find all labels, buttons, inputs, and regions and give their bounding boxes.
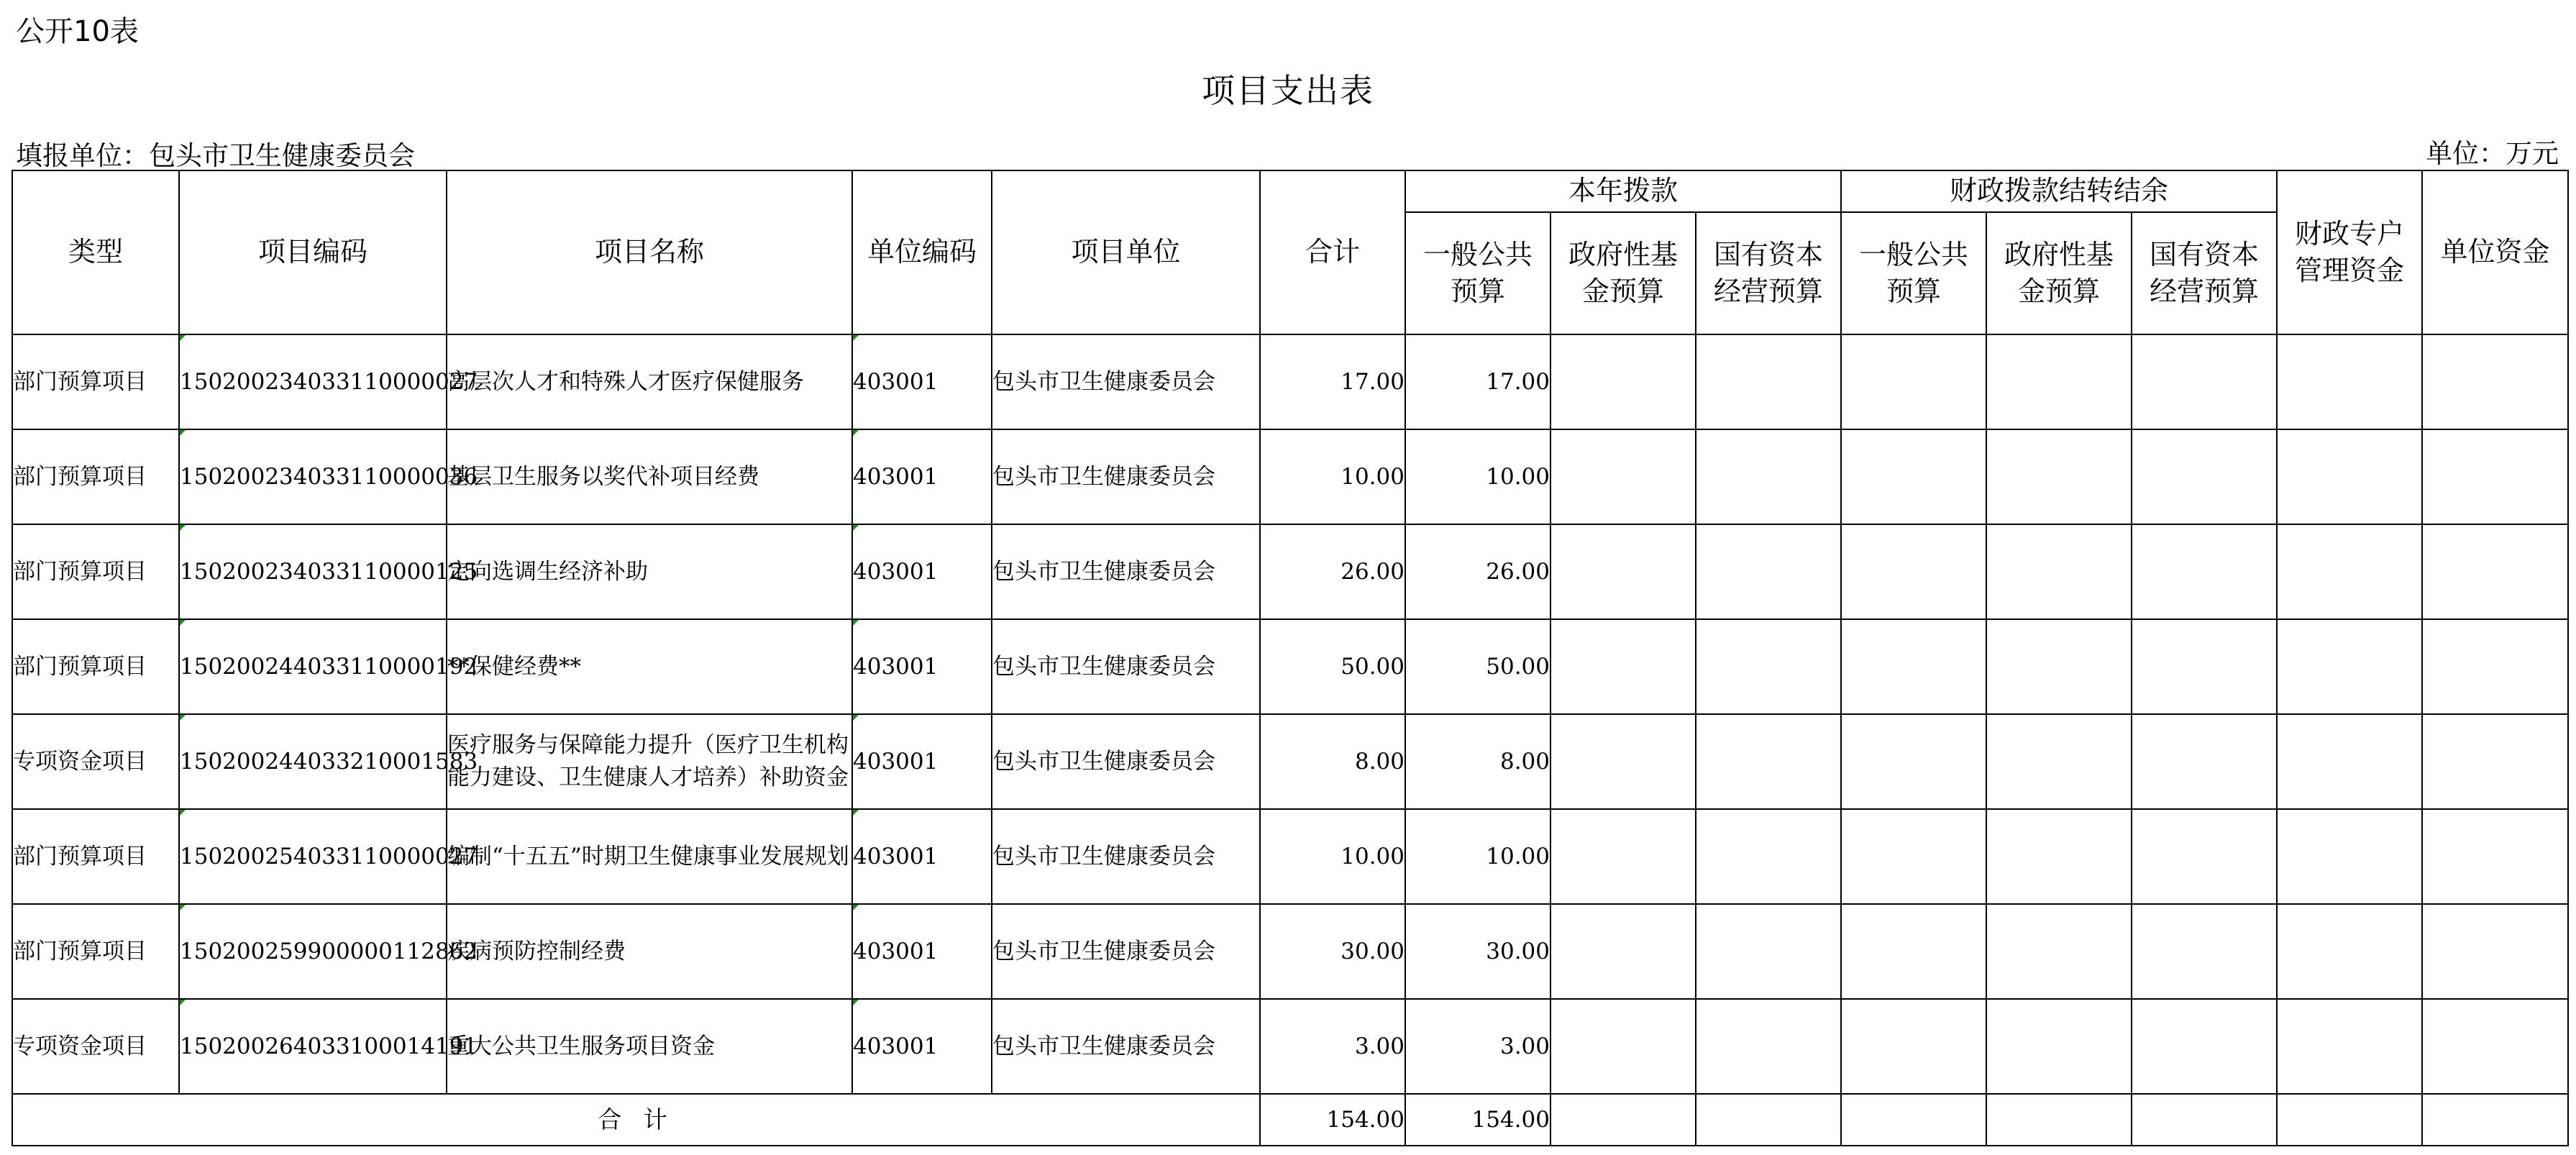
cell-carry-general xyxy=(1841,334,1986,429)
cell-project-code: 150200259900000112862 xyxy=(179,904,447,999)
cell-carry-state-capital xyxy=(2132,524,2277,619)
cell-gov-fund xyxy=(1550,619,1696,714)
cell-general-budget: 50.00 xyxy=(1405,619,1550,714)
cell-carry-state-capital xyxy=(2132,904,2277,999)
cell-type: 专项资金项目 xyxy=(12,714,179,809)
total-special-fund xyxy=(2277,1094,2422,1146)
col-header-type: 类型 xyxy=(12,170,179,334)
cell-unit-fund xyxy=(2422,524,2568,619)
table-row xyxy=(12,619,2568,714)
cell-carry-state-capital xyxy=(2132,619,2277,714)
cell-unit-fund xyxy=(2422,904,2568,999)
total-row xyxy=(12,1094,2568,1146)
table-number-label: 公开10表 xyxy=(16,15,139,48)
cell-project-name: **保健经费** xyxy=(447,619,852,714)
cell-carry-general xyxy=(1841,904,1986,999)
cell-unit-fund xyxy=(2422,714,2568,809)
total-carry-state-capital xyxy=(2132,1094,2277,1146)
table-body xyxy=(12,334,2568,1094)
filing-unit: 填报单位：包头市卫生健康委员会 xyxy=(16,140,415,171)
cell-state-capital xyxy=(1696,524,1841,619)
cell-gov-fund xyxy=(1550,904,1696,999)
cell-unit-fund xyxy=(2422,809,2568,904)
cell-project-name: 定向选调生经济补助 xyxy=(447,524,852,619)
cell-state-capital xyxy=(1696,334,1841,429)
cell-general-budget: 26.00 xyxy=(1405,524,1550,619)
total-sum: 154.00 xyxy=(1260,1094,1405,1146)
cell-unit-fund xyxy=(2422,999,2568,1094)
cell-project-code: 150200234033110000027 xyxy=(179,334,447,429)
cell-carry-state-capital xyxy=(2132,429,2277,524)
cell-gov-fund xyxy=(1550,809,1696,904)
cell-unit-fund xyxy=(2422,429,2568,524)
cell-special-fund xyxy=(2277,429,2422,524)
cell-project-unit: 包头市卫生健康委员会 xyxy=(992,809,1260,904)
cell-state-capital xyxy=(1696,904,1841,999)
cell-project-code: 150200234033110000036 xyxy=(179,429,447,524)
cell-unit-code: 403001 xyxy=(852,524,992,619)
cell-carry-gov-fund xyxy=(1986,714,2132,809)
cell-project-unit: 包头市卫生健康委员会 xyxy=(992,334,1260,429)
cell-project-code: 150200234033110000125 xyxy=(179,524,447,619)
cell-carry-state-capital xyxy=(2132,714,2277,809)
cell-total: 10.00 xyxy=(1260,429,1405,524)
cell-project-name: 基层卫生服务以奖代补项目经费 xyxy=(447,429,852,524)
cell-special-fund xyxy=(2277,809,2422,904)
header-row-1 xyxy=(12,170,2568,212)
cell-type: 部门预算项目 xyxy=(12,334,179,429)
col-header-project-unit: 项目单位 xyxy=(992,170,1260,334)
cell-type: 部门预算项目 xyxy=(12,809,179,904)
col-header-carry-general-budget: 一般公共预算 xyxy=(1841,212,1986,334)
cell-special-fund xyxy=(2277,619,2422,714)
cell-total: 50.00 xyxy=(1260,619,1405,714)
cell-carry-gov-fund xyxy=(1986,904,2132,999)
cell-special-fund xyxy=(2277,714,2422,809)
cell-general-budget: 10.00 xyxy=(1405,809,1550,904)
cell-unit-fund xyxy=(2422,334,2568,429)
cell-gov-fund xyxy=(1550,334,1696,429)
table-row xyxy=(12,429,2568,524)
table-row xyxy=(12,714,2568,809)
cell-project-code: 150200244033210001583 xyxy=(179,714,447,809)
cell-carry-general xyxy=(1841,714,1986,809)
cell-unit-code: 403001 xyxy=(852,429,992,524)
cell-total: 26.00 xyxy=(1260,524,1405,619)
cell-project-unit: 包头市卫生健康委员会 xyxy=(992,619,1260,714)
col-header-gov-fund: 政府性基金预算 xyxy=(1550,212,1696,334)
cell-project-code: 150200264033100014191 xyxy=(179,999,447,1094)
cell-project-name: 编制“十五五”时期卫生健康事业发展规划 xyxy=(447,809,852,904)
cell-general-budget: 10.00 xyxy=(1405,429,1550,524)
cell-project-unit: 包头市卫生健康委员会 xyxy=(992,999,1260,1094)
cell-unit-code: 403001 xyxy=(852,619,992,714)
col-header-unit-fund: 单位资金 xyxy=(2422,170,2568,334)
page-title: 项目支出表 xyxy=(1202,71,1374,110)
cell-special-fund xyxy=(2277,334,2422,429)
group-header-carryover: 财政拨款结转结余 xyxy=(1841,170,2277,212)
cell-project-code: 150200254033110000027 xyxy=(179,809,447,904)
total-carry-gov-fund xyxy=(1986,1094,2132,1146)
cell-special-fund xyxy=(2277,904,2422,999)
cell-carry-general xyxy=(1841,809,1986,904)
cell-unit-code: 403001 xyxy=(852,334,992,429)
cell-carry-state-capital xyxy=(2132,334,2277,429)
cell-unit-code: 403001 xyxy=(852,904,992,999)
total-general-budget: 154.00 xyxy=(1405,1094,1550,1146)
cell-carry-gov-fund xyxy=(1986,429,2132,524)
cell-general-budget: 17.00 xyxy=(1405,334,1550,429)
cell-carry-general xyxy=(1841,429,1986,524)
cell-type: 专项资金项目 xyxy=(12,999,179,1094)
cell-state-capital xyxy=(1696,809,1841,904)
total-carry-general xyxy=(1841,1094,1986,1146)
col-header-special-fund: 财政专户管理资金 xyxy=(2277,170,2422,334)
cell-project-unit: 包头市卫生健康委员会 xyxy=(992,714,1260,809)
cell-gov-fund xyxy=(1550,429,1696,524)
cell-carry-gov-fund xyxy=(1986,809,2132,904)
col-header-unit-code: 单位编码 xyxy=(852,170,992,334)
cell-carry-gov-fund xyxy=(1986,334,2132,429)
cell-type: 部门预算项目 xyxy=(12,904,179,999)
cell-total: 8.00 xyxy=(1260,714,1405,809)
cell-project-name: 医疗服务与保障能力提升（医疗卫生机构能力建设、卫生健康人才培养）补助资金 xyxy=(447,714,852,809)
total-gov-fund xyxy=(1550,1094,1696,1146)
cell-state-capital xyxy=(1696,714,1841,809)
table-row xyxy=(12,524,2568,619)
cell-carry-state-capital xyxy=(2132,809,2277,904)
total-label: 合 计 xyxy=(12,1094,1260,1146)
cell-carry-general xyxy=(1841,999,1986,1094)
cell-gov-fund xyxy=(1550,999,1696,1094)
table-row xyxy=(12,334,2568,429)
cell-state-capital xyxy=(1696,429,1841,524)
table-row xyxy=(12,904,2568,999)
cell-general-budget: 8.00 xyxy=(1405,714,1550,809)
cell-project-unit: 包头市卫生健康委员会 xyxy=(992,429,1260,524)
cell-total: 3.00 xyxy=(1260,999,1405,1094)
group-header-current-year: 本年拨款 xyxy=(1405,170,1841,212)
cell-unit-code: 403001 xyxy=(852,714,992,809)
cell-carry-gov-fund xyxy=(1986,524,2132,619)
cell-unit-fund xyxy=(2422,619,2568,714)
cell-type: 部门预算项目 xyxy=(12,524,179,619)
cell-project-name: 疾病预防控制经费 xyxy=(447,904,852,999)
cell-type: 部门预算项目 xyxy=(12,429,179,524)
col-header-carry-gov-fund: 政府性基金预算 xyxy=(1986,212,2132,334)
col-header-project-name: 项目名称 xyxy=(447,170,852,334)
cell-carry-general xyxy=(1841,524,1986,619)
cell-project-unit: 包头市卫生健康委员会 xyxy=(992,524,1260,619)
total-state-capital xyxy=(1696,1094,1841,1146)
cell-total: 30.00 xyxy=(1260,904,1405,999)
col-header-total: 合计 xyxy=(1260,170,1405,334)
cell-special-fund xyxy=(2277,999,2422,1094)
cell-project-name: 高层次人才和特殊人才医疗保健服务 xyxy=(447,334,852,429)
col-header-general-budget: 一般公共预算 xyxy=(1405,212,1550,334)
cell-project-unit: 包头市卫生健康委员会 xyxy=(992,904,1260,999)
col-header-project-code: 项目编码 xyxy=(179,170,447,334)
cell-state-capital xyxy=(1696,619,1841,714)
cell-unit-code: 403001 xyxy=(852,999,992,1094)
cell-gov-fund xyxy=(1550,524,1696,619)
currency-unit: 单位：万元 xyxy=(2426,138,2559,169)
cell-carry-state-capital xyxy=(2132,999,2277,1094)
col-header-state-capital: 国有资本经营预算 xyxy=(1696,212,1841,334)
cell-general-budget: 30.00 xyxy=(1405,904,1550,999)
cell-state-capital xyxy=(1696,999,1841,1094)
cell-project-code: 150200244033110000192 xyxy=(179,619,447,714)
cell-unit-code: 403001 xyxy=(852,809,992,904)
cell-type: 部门预算项目 xyxy=(12,619,179,714)
cell-carry-general xyxy=(1841,619,1986,714)
table-row xyxy=(12,809,2568,904)
cell-total: 17.00 xyxy=(1260,334,1405,429)
table-row xyxy=(12,999,2568,1094)
cell-carry-gov-fund xyxy=(1986,999,2132,1094)
project-expenditure-table xyxy=(12,170,2569,1146)
cell-carry-gov-fund xyxy=(1986,619,2132,714)
cell-general-budget: 3.00 xyxy=(1405,999,1550,1094)
total-unit-fund xyxy=(2422,1094,2568,1146)
col-header-carry-state-capital: 国有资本经营预算 xyxy=(2132,212,2277,334)
cell-special-fund xyxy=(2277,524,2422,619)
cell-project-name: 重大公共卫生服务项目资金 xyxy=(447,999,852,1094)
cell-total: 10.00 xyxy=(1260,809,1405,904)
cell-gov-fund xyxy=(1550,714,1696,809)
